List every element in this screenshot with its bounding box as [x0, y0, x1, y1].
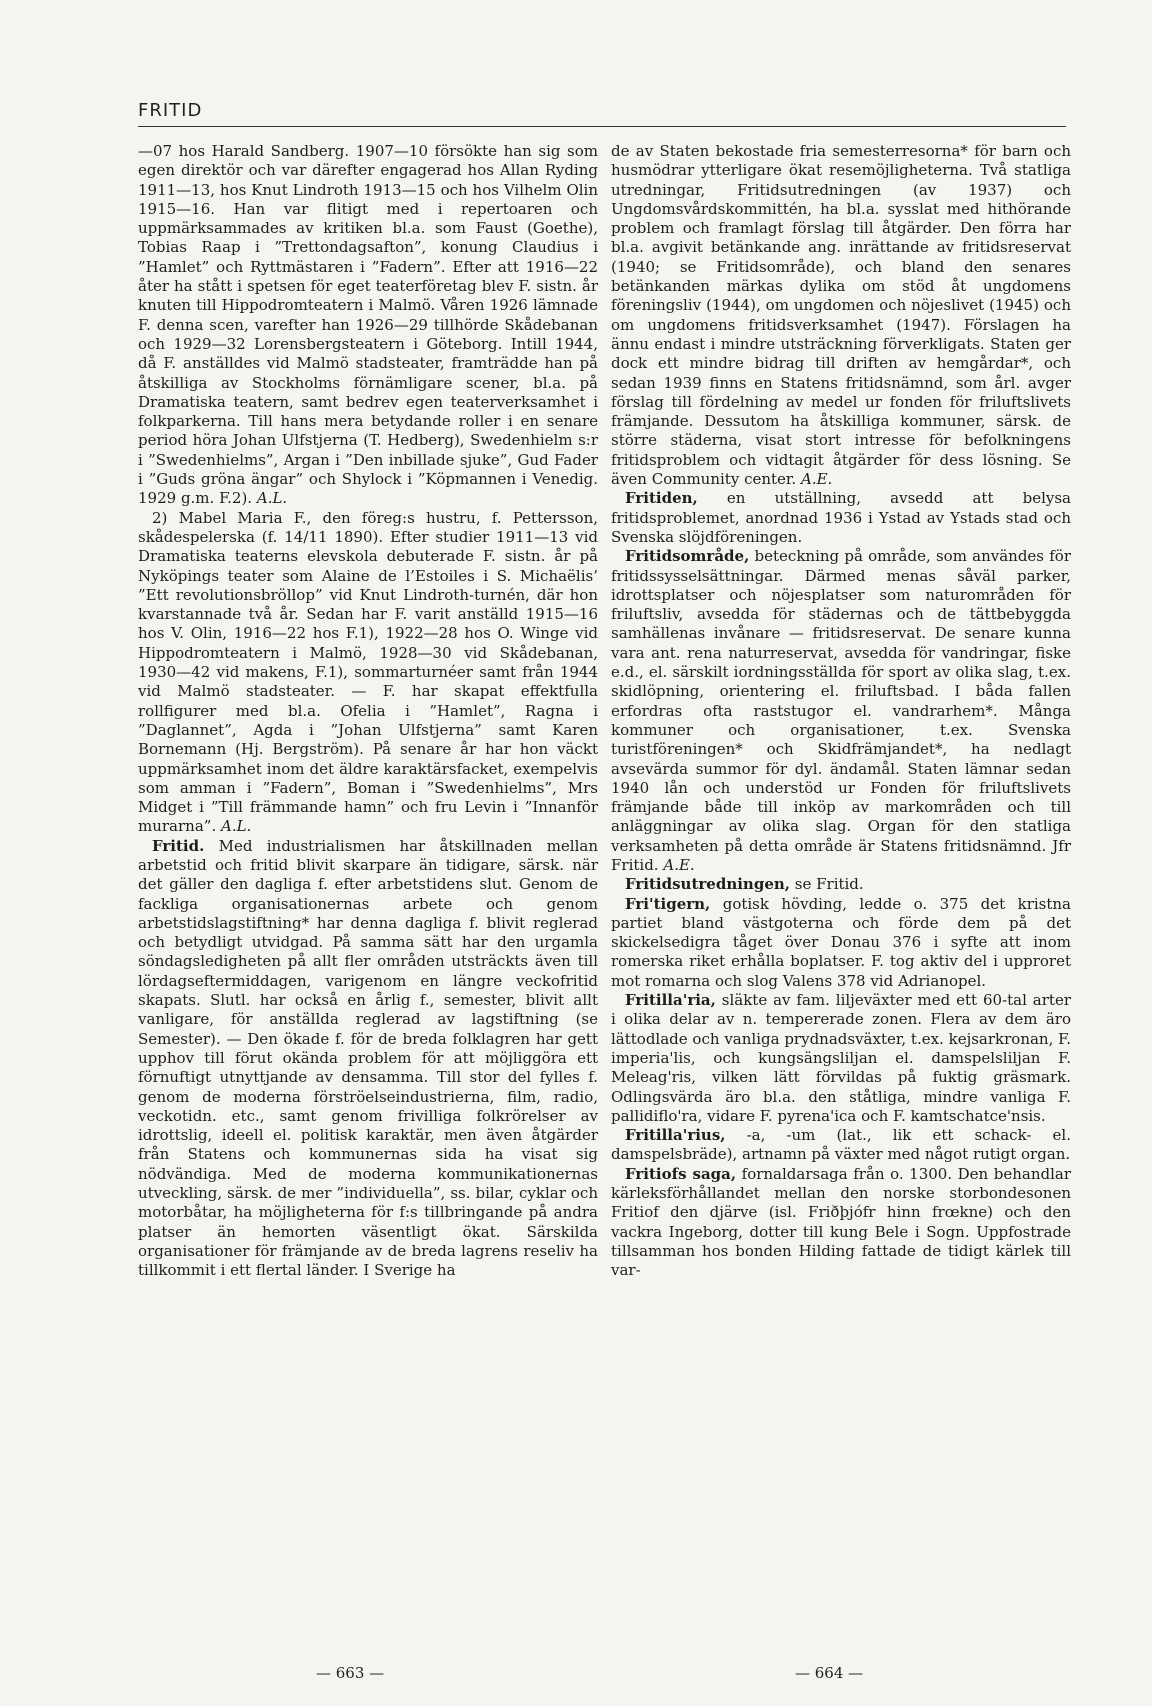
entry-fritigern: [611, 895, 1071, 991]
entry-body: fornaldarsaga från o. 1300. Den behandlar kärleksförhållandet mellan den norske storbondesonen Fritiof den djärve (isl. Friðþjófr hinn frœkne) och den vackra Ingeborg, dotter till kung Bele i Sogn. Uppfostrade tillsamman hos bonden Hilding fattade de tidigt kärlek till var-: [611, 1164, 1071, 1280]
entry-fritillaria: [611, 991, 1071, 1126]
entry-fritid: [138, 837, 598, 1281]
author-signature: A.E.: [800, 470, 833, 489]
entry-fritiofs-saga: [611, 1165, 1071, 1281]
headword: Fritid.: [152, 836, 205, 855]
entry-body: -a, -um (lat., lik ett schack- el. damspelsbräde), artnamn på växter med något rutigt organ.: [611, 1126, 1071, 1164]
entry-body: beteckning på område, som användes för fritidssysselsättningar. Därmed menas såväl parker, idrottsplatser och nöjesplatser som naturområden för friluftsliv, avsedda för städernas och de tättbebyggda samhällenas invånare — fritidsreservat. De senare kunna vara ant. rena naturreservat, avsedda för vandringar, fiske e.d., el. särskilt iordningsställda för sport av olika slag, t.ex. skidlöpning, orientering el. friluftsbad. I båda fallen erfordras ofta raststugor el. vandrarhem*. Många kommuner och organisationer, t.ex. Svenska turistföreningen* och Skidfrämjandet*, ha nedlagt avsevärda summor för dyl. ändamål. Staten lämnar sedan 1940 lån och understöd ur Fonden för friluftslivets främjande både till inköp av markområden och till anläggningar av olika slag. Organ för den statliga verksamheten på detta område är Statens fritidsnämnd. Jfr Fritid.: [611, 547, 1071, 874]
headword: Fritidsområde,: [625, 547, 750, 566]
entry-text: [138, 142, 598, 509]
right-column: [611, 142, 1071, 1281]
entry-text: [611, 142, 1071, 489]
page-number-right: — 664 —: [795, 1664, 864, 1682]
author-signature: A.E.: [663, 855, 695, 874]
header-rule: [138, 126, 1066, 127]
entry-text: [138, 509, 598, 837]
entry-fritidsomrade: [611, 547, 1071, 875]
headword: Fritilla'ria,: [625, 991, 716, 1010]
entry-body: en utställning, avsedd att belysa fritidsproblemet, anordnad 1936 i Ystad av Ystads stad och Svenska slöjdföreningen.: [611, 489, 1071, 546]
entry-body: gotisk hövding, ledde o. 375 det kristna partiet bland västgoterna och förde dem på det skickelsedigra tåget över Donau 376 i syfte att inom romerska riket erhålla boplatser. F. tog aktiv del i upproret mot romarna och slog Valens 378 vid Adrianopel.: [611, 894, 1071, 990]
entry-body: Med industrialismen har åtskillnaden mellan arbetstid och fritid blivit skarpare än tidigare, särsk. när det gäller den dagliga f. efter arbetstidens slut. Genom de fackliga organisationernas arbete och genom arbetstidslagstiftning* har denna dagliga f. blivit reglerad och betydligt utvidgad. På samma sätt har den urgamla söndagsledigheten på allt fler områden utsträckts även till lördagseftermiddagen, varigenom en längre veckofritid skapats. Slutl. har också en årlig f., semester, blivit allt vanligare, för anställda reglerad av lagstiftning (se Semester). — Den ökade f. för de breda folklagren har gett upphov till förut okända problem för att möjliggöra ett förnuftigt utnyttjande av densamma. Till stor del fylles f. genom de moderna förströelseindustrierna, film, radio, veckotidn. etc., samt genom frivilliga folkrörelser av idrottslig, ideell el. politisk karaktär, men även åtgärder från Statens och kommunernas sida ha visat sig nödvändiga. Med de moderna kommunikationernas utveckling, särsk. de mer ”individuella”, ss. bilar, cyklar och motorbåtar, ha möjligheterna för f:s tillbringande på andra platser än hemorten väsentligt ökat. Särskilda organisationer för främjande av de breda lagrens reseliv ha tillkommit i ett flertal länder. I Sverige ha: [138, 836, 598, 1280]
entry-fritillarius: [611, 1126, 1071, 1165]
entry-fritiden: [611, 489, 1071, 547]
author-signature: A.L.: [221, 817, 252, 836]
entry-body: 2) Mabel Maria F., den föreg:s hustru, f. Pettersson, skådespelerska (f. 14/11 1890). Efter studier 1911—13 vid Dramatiska teaterns elevskola debuterade F. sistn. år på Nyköpings teater som Alaine de l’Estoiles i S. Michaëlis’ ”Ett revolutionsbröllop” vid Knut Lindroth-turnén, där hon kvarstannade två år. Sedan har F. varit anställd 1915—16 hos V. Olin, 1916—22 hos F.1), 1922—28 hos O. Winge vid Hippodromteatern i Malmö, 1928—30 vid Skådebanan, 1930—42 vid makens, F.1), sommarturnéer samt från 1944 vid Malmö stadsteater. — F. har skapat effektfulla rollfigurer med bl.a. Ofelia i ”Hamlet”, Ragna i ”Daglannet”, Agda i ”Johan Ulfstjerna” samt Karen Bornemann (Hj. Bergström). På senare år har hon väckt uppmärksamhet inom det äldre karaktärsfacket, exempelvis som amman i ”Fadern”, Boman i ”Swedenhielms”, Mrs Midget i ”Till främmande hamn” och fru Levin i ”Innanför murarna”.: [138, 508, 598, 836]
headword: Fritidsutredningen,: [625, 875, 790, 894]
entry-body: se Fritid.: [790, 875, 864, 894]
headword: Fritilla'rius,: [625, 1126, 726, 1145]
left-column: [138, 142, 598, 1281]
running-header: FRITID: [138, 100, 203, 121]
headword: Fri'tigern,: [625, 894, 711, 913]
author-signature: A.L.: [256, 489, 288, 508]
headword: Fritiden,: [625, 489, 698, 508]
entry-body: de av Staten bekostade fria semesterresorna* för barn och husmödrar ytterligare ökat resemöjligheterna. Två statliga utredningar, Fritidsutredningen (av 1937) och Ungdomsvårdskommittén, ha bl.a. sysslat med hithörande problem och framlagt förslag till åtgärder. Den förra har bl.a. avgivit betänkande ang. inrättande av fritidsreservat (1940; se Fritidsområde), och bland den senares betänkanden märkas dylika om stöd åt ungdomens föreningsliv (1944), om ungdomen och nöjeslivet (1945) och om ungdomens fritidsverksamhet (1947). Förslagen ha ännu endast i mindre utsträckning förverkligats. Staten ger dock ett mindre bidrag till driften av hemgårdar*, och sedan 1939 finns en Statens fritidsnämnd, som årl. avger förslag till fördelning av medel ur fonden för friluftslivets främjande. Dessutom ha åtskilliga kommuner, särsk. de större städerna, visat stort intresse för befolkningens fritidsproblem och vidtagit åtgärder för dess lösning. Se även Community center.: [611, 142, 1071, 489]
entry-fritidsutredningen: [611, 875, 1071, 894]
page-number-left: — 663 —: [316, 1664, 385, 1682]
entry-body: släkte av fam. liljeväxter med ett 60-tal arter i olika delar av n. tempererade zonen. Flera av dem äro lättodlade och vanliga prydnadsväxter, t.ex. kejsarkronan, F. imperia'lis, och kungsängsliljan el. damspelsliljan F. Meleag'ris, vilken lätt förvildas på fuktig gräsmark. Odlingsvärda äro bl.a. den ståtliga, mindre vanliga F. pallidiflo'ra, vidare F. pyrena'ica och F. kamtschatce'nsis.: [611, 991, 1071, 1125]
entry-body: —07 hos Harald Sandberg. 1907—10 försökte han sig som egen direktör och var därefter engagerad hos Allan Ryding 1911—13, hos Knut Lindroth 1913—15 och hos Vilhelm Olin 1915—16. Han var flitigt med i repertoaren och uppmärksammades av kritiken bl.a. som Faust (Goethe), Tobias Raap i ”Trettondagsafton”, konung Claudius i ”Hamlet” och Ryttmästaren i ”Fadern”. Efter att 1916—22 åter ha stått i spetsen för eget teaterföretag blev F. sistn. år knuten till Hippodromteatern i Malmö. Våren 1926 lämnade F. denna scen, varefter han 1926—29 tillhörde Skådebanan och 1929—32 Lorensbergsteatern i Göteborg. Intill 1944, då F. anställdes vid Malmö stadsteater, framträdde han på åtskilliga av Stockholms förnämligare scener, bl.a. på Dramatiska teatern, samt bedrev egen teaterverksamhet i folkparkerna. Till hans mera betydande roller i en senare period höra Johan Ulfstjerna (T. Hedberg), Swedenhielm s:r i ”Swedenhielms”, Argan i ”Den inbillade sjuke”, Gud Fader i ”Guds gröna ängar” och Shylock i ”Köpmannen i Venedig. 1929 g.m. F.2).: [138, 142, 598, 508]
headword: Fritiofs saga,: [625, 1164, 737, 1183]
